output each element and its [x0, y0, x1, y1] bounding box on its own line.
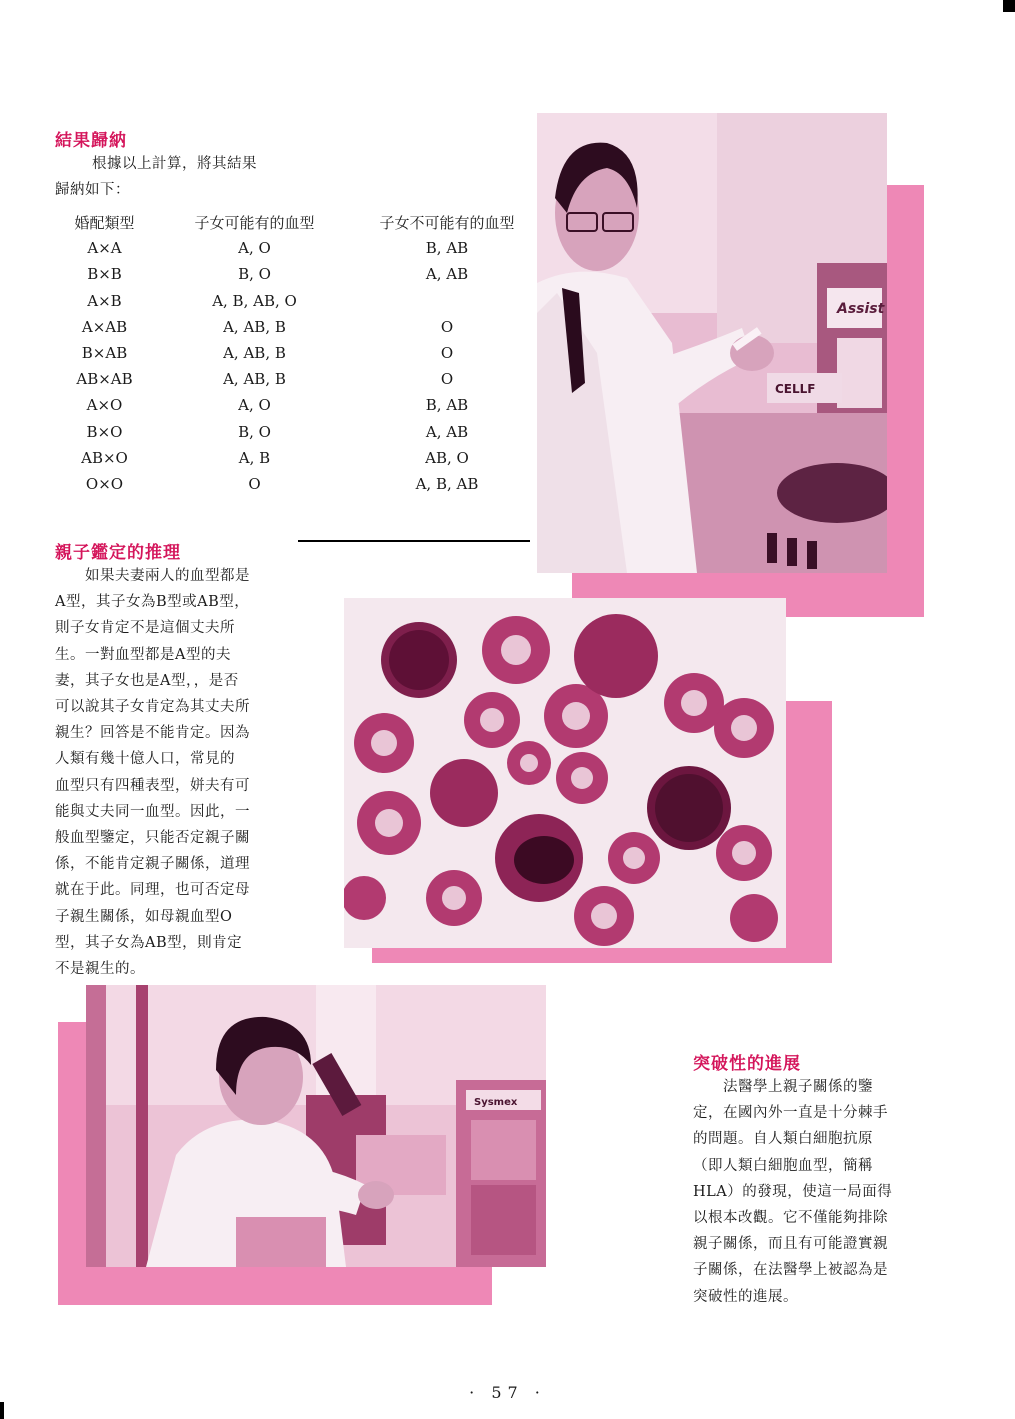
table-row: [52, 235, 542, 261]
table-cell: B, O: [238, 422, 271, 441]
photo-lab-scientist: [537, 113, 887, 573]
text-line: 的問題。自人類白細胞抗原: [693, 1131, 873, 1148]
table-header-row: [52, 209, 542, 235]
table-row: [52, 419, 542, 445]
table-cell: O: [440, 317, 454, 336]
table-cell: A, O: [238, 239, 271, 258]
table-row: [52, 261, 542, 287]
table-cell: B×B: [87, 265, 122, 284]
page-number: · 57 ·: [469, 1383, 546, 1402]
equipment-label: CELLF: [775, 382, 816, 396]
text-line: 不是親生的。: [55, 961, 145, 978]
blood-type-table: [52, 209, 542, 497]
text-line: 定，在國內外一直是十分棘手: [693, 1105, 888, 1122]
text-line: 可以說其子女肯定為其丈夫所: [55, 699, 250, 716]
text-line: 突破性的進展。: [693, 1288, 798, 1305]
photo-blood-cells: [344, 598, 786, 948]
microscope-illustration: [86, 985, 546, 1267]
table-cell: A×B: [87, 291, 122, 310]
text-line: 般血型鑒定，只能否定親子關: [55, 830, 250, 847]
table-row: [52, 445, 542, 471]
table-cell: AB×AB: [76, 370, 133, 389]
text-line: 型，其子女為AB型，則肯定: [55, 934, 243, 951]
table-cell: O: [440, 344, 454, 363]
reasoning-paragraph: [55, 563, 295, 982]
table-row: [52, 471, 542, 497]
blood-cells-micrograph: [344, 598, 786, 948]
table-cell: AB×O: [81, 448, 128, 467]
section-heading-reasoning: 親子鑑定的推理: [55, 543, 181, 563]
table-cell: O: [248, 474, 261, 493]
text-line: 血型只有四種表型，姘夫有可: [55, 777, 250, 794]
table-cell: A, AB: [425, 422, 469, 441]
text-line: 生。一對血型都是A型的夫: [55, 646, 231, 663]
text-line: HLA）的發現，使這一局面得: [693, 1183, 893, 1200]
text-line: 親生？回答是不能肯定。因為: [55, 725, 250, 742]
table-row: [52, 366, 542, 392]
table-cell: B, AB: [425, 239, 469, 258]
photo-microscope-scientist: [86, 985, 546, 1267]
section-divider: [298, 540, 530, 542]
text-line: （即人類白細胞血型，簡稱: [693, 1157, 873, 1174]
table-row: [52, 314, 542, 340]
text-line: 妻，其子女也是A型，，是否: [55, 672, 239, 689]
table-cell: A, O: [238, 396, 271, 415]
table-cell: A, AB, B: [223, 344, 286, 363]
table-row: [52, 392, 542, 418]
table-cell: B×O: [86, 422, 123, 441]
breakthrough-paragraph: [693, 1074, 941, 1310]
table-header-cell: 子女不可能有的血型: [379, 213, 515, 232]
text-line: 係，不能肯定親子關係，道理: [55, 856, 250, 873]
table-row: [52, 340, 542, 366]
table-header-cell: 婚配類型: [74, 213, 135, 232]
text-line: 以根本改觀。它不僅能夠排除: [693, 1210, 888, 1227]
intro-line-2: 歸納如下：: [55, 182, 130, 198]
text-line: 則子女肯定不是這個丈夫所: [55, 620, 235, 637]
section-heading-summary: 結果歸納: [55, 131, 127, 151]
table-cell: B×AB: [81, 344, 128, 363]
intro-line-1: 根據以上計算，將其結果: [92, 156, 257, 172]
table-cell: A, AB, B: [223, 370, 286, 389]
scientist-illustration: [537, 113, 887, 573]
table-cell: A, B, AB: [415, 474, 479, 493]
text-line: 子親生關係，如母親血型O: [55, 908, 233, 925]
table-cell: AB, O: [425, 448, 469, 467]
text-line: 就在于此。同理，也可否定母: [55, 882, 250, 899]
table-cell: A×AB: [81, 317, 128, 336]
text-line: 法醫學上親子關係的鑒: [693, 1079, 873, 1095]
corner-crop-mark: [1003, 0, 1015, 12]
table-cell: A, B, AB, O: [212, 291, 297, 310]
table-row: [52, 288, 542, 314]
table-cell: B, AB: [425, 396, 469, 415]
text-line: 能與丈夫同一血型。因此，一: [55, 803, 250, 820]
text-line: 人類有幾十億人口，常見的: [55, 751, 235, 768]
section-heading-breakthrough: 突破性的進展: [693, 1054, 801, 1074]
table-cell: O: [440, 370, 454, 389]
text-line: A型，其子女為B型或AB型，: [55, 594, 250, 611]
text-line: 親子關係，而且有可能證實親: [693, 1236, 888, 1253]
corner-crop-mark: [0, 1402, 4, 1419]
table-cell: A, AB: [425, 265, 469, 284]
table-cell: A×A: [87, 239, 122, 258]
equipment-label: Sysmex: [474, 1097, 518, 1108]
table-cell: A, B: [238, 448, 271, 467]
table-cell: O×O: [85, 474, 124, 493]
equipment-brand-label: Assist: [837, 301, 885, 317]
table-cell: A, AB, B: [223, 317, 286, 336]
table-header-cell: 子女可能有的血型: [194, 213, 315, 232]
table-cell: A×O: [86, 396, 123, 415]
table-cell: B, O: [238, 265, 271, 284]
text-line: 如果夫妻兩人的血型都是: [55, 568, 250, 584]
text-line: 子關係，在法醫學上被認為是: [693, 1262, 888, 1279]
